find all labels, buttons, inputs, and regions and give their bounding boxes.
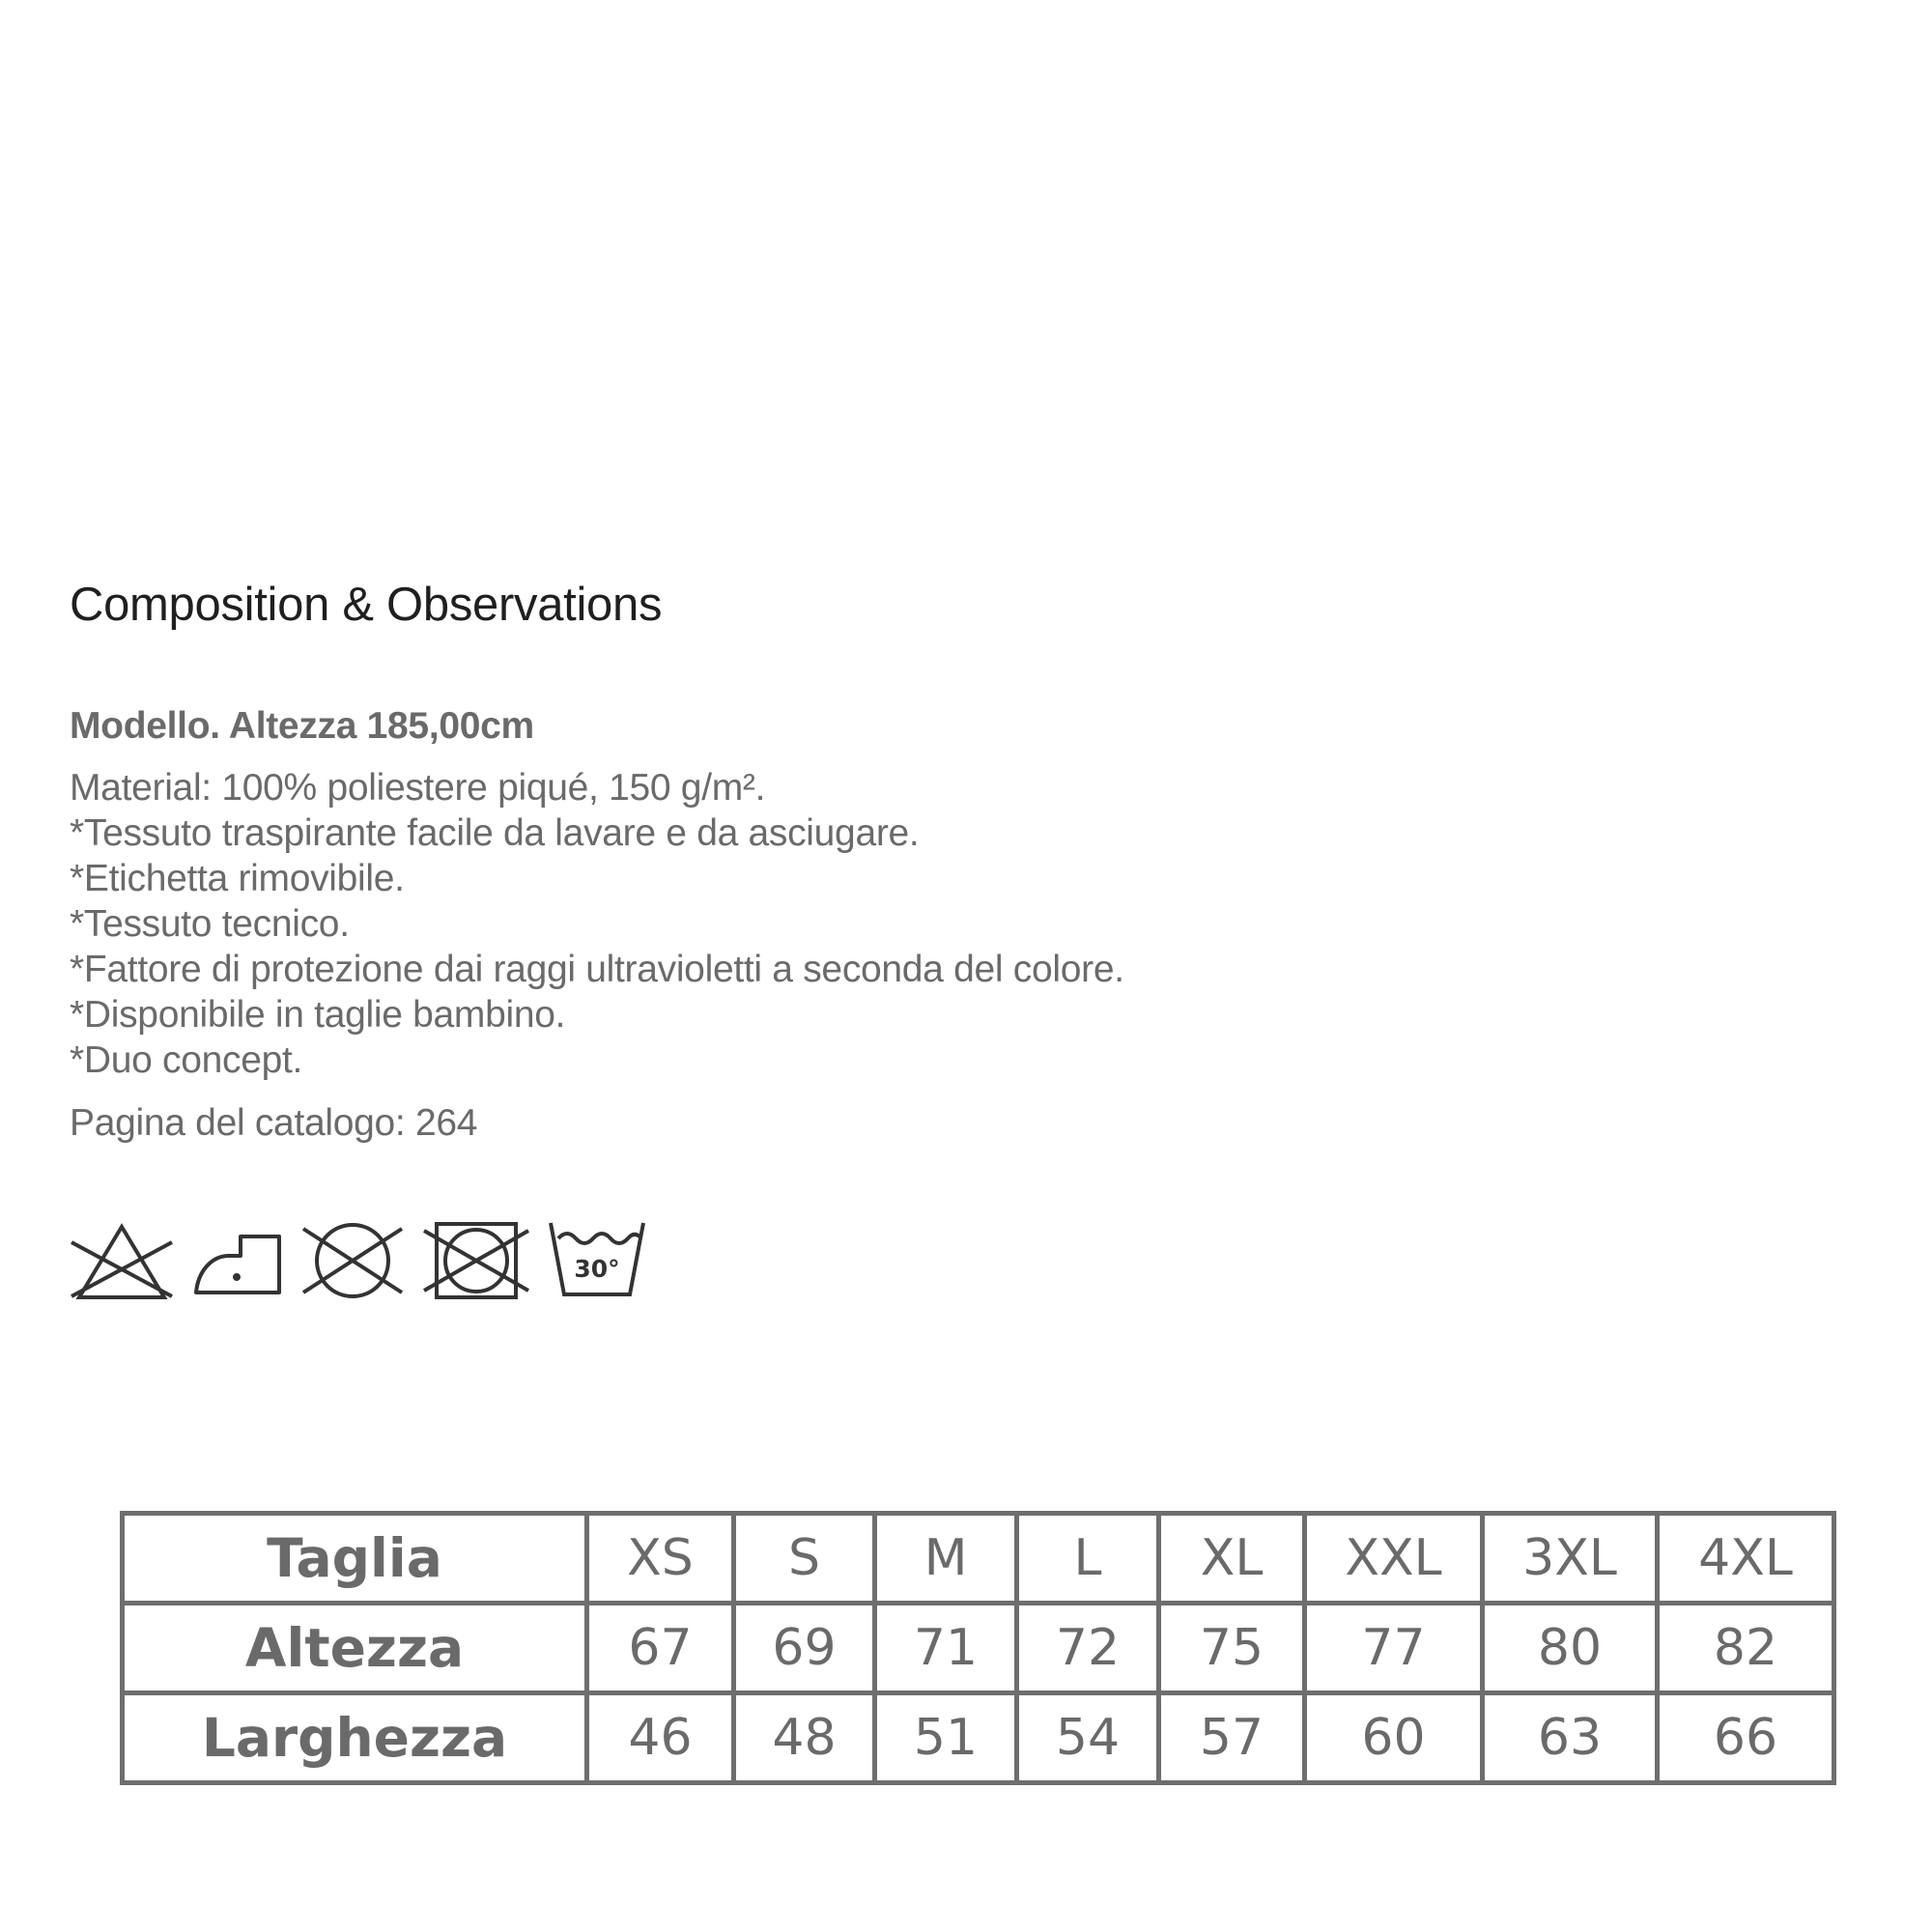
size-table [120, 1511, 1836, 1785]
iron-low-temperature-icon [192, 1219, 283, 1302]
width-cell: 66 [1658, 1693, 1834, 1783]
do-not-tumble-dry-icon [422, 1219, 530, 1302]
do-not-bleach-icon [68, 1219, 176, 1302]
size-cell: M [875, 1514, 1017, 1604]
height-cell: 67 [587, 1604, 734, 1693]
row-header-width: Larghezza [123, 1693, 587, 1783]
section-title: Composition & Observations [70, 579, 663, 631]
height-cell: 75 [1159, 1604, 1305, 1693]
size-cell: XXL [1305, 1514, 1483, 1604]
model-height-line: Modello. Altezza 185,00cm [70, 705, 534, 747]
feature-uv-protection: *Fattore di protezione dai raggi ultravioletti a seconda del colore. [70, 949, 1124, 990]
height-cell: 80 [1483, 1604, 1658, 1693]
size-cell: 4XL [1658, 1514, 1834, 1604]
height-cell: 82 [1658, 1604, 1834, 1693]
width-cell: 51 [875, 1693, 1017, 1783]
feature-technical-fabric: *Tessuto tecnico. [70, 903, 350, 945]
wash-temperature-label: 30° [574, 1255, 620, 1283]
care-icons [68, 1219, 664, 1302]
size-cell: XS [587, 1514, 734, 1604]
height-cell: 69 [734, 1604, 875, 1693]
height-cell: 72 [1017, 1604, 1159, 1693]
row-header-height: Altezza [123, 1604, 587, 1693]
height-cell: 77 [1305, 1604, 1483, 1693]
feature-list [70, 765, 1124, 1083]
size-cell: 3XL [1483, 1514, 1658, 1604]
width-cell: 57 [1159, 1693, 1305, 1783]
size-cell: S [734, 1514, 875, 1604]
feature-breathable: *Tessuto traspirante facile da lavare e da asciugare. [70, 812, 920, 854]
row-header-size: Taglia [123, 1514, 587, 1604]
feature-material: Material: 100% poliestere piqué, 150 g/m². [70, 767, 766, 809]
size-cell: L [1017, 1514, 1159, 1604]
width-cell: 63 [1483, 1693, 1658, 1783]
wash-30-icon [547, 1219, 647, 1302]
width-cell: 48 [734, 1693, 875, 1783]
width-cell: 54 [1017, 1693, 1159, 1783]
catalog-page: Pagina del catalogo: 264 [70, 1102, 478, 1144]
feature-removable-label: *Etichetta rimovibile. [70, 858, 405, 899]
table-row-height [123, 1604, 1834, 1693]
size-cell: XL [1159, 1514, 1305, 1604]
feature-kids-sizes: *Disponibile in taglie bambino. [70, 994, 566, 1036]
do-not-dry-clean-icon [299, 1219, 406, 1302]
width-cell: 60 [1305, 1693, 1483, 1783]
width-cell: 46 [587, 1693, 734, 1783]
height-cell: 71 [875, 1604, 1017, 1693]
feature-duo-concept: *Duo concept. [70, 1039, 303, 1081]
table-row-size [123, 1514, 1834, 1604]
table-row-width [123, 1693, 1834, 1783]
